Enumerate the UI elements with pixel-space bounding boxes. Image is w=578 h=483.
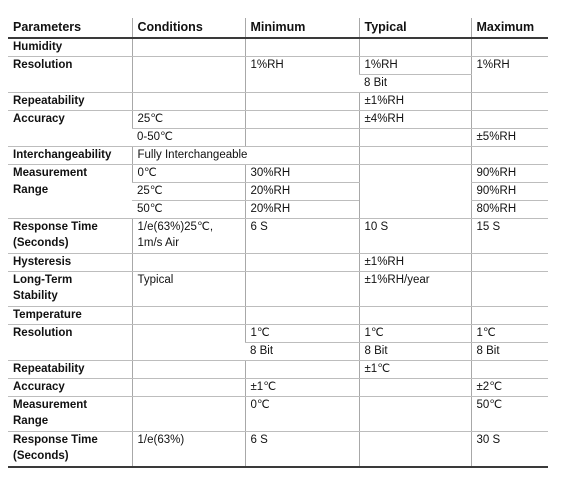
cell-max: ±2℃ [471,379,548,397]
cell-min: 6 S [245,432,359,468]
cell-cond: 1/e(63%) [132,432,245,468]
table-row [8,361,548,379]
row-label-line: Response Time [13,434,98,446]
cell-max: 90%RH [471,165,548,183]
section-title-humidity: Humidity [8,38,132,57]
specifications-table [8,18,548,468]
row-label [8,219,132,254]
cell-typ: 8 Bit [359,343,471,361]
cell-max: 30 S [471,432,548,468]
cell-cond: 0℃ [132,165,245,183]
row-label-line: Measurement [13,167,88,179]
row-label: Hysteresis [8,254,132,272]
table-row [8,57,548,75]
cell-max: 15 S [471,219,548,254]
cell-min: 8 Bit [245,343,359,361]
cell-max: 90%RH [471,183,548,201]
cell-min: 20%RH [245,201,359,219]
header-parameters: Parameters [8,18,132,38]
cell-max: ±5%RH [471,129,548,147]
row-label: Repeatability [8,93,132,111]
cell-min: 1℃ [245,325,359,343]
table-row [8,219,548,254]
row-label: Repeatability [8,361,132,379]
cell-typ: 1℃ [359,325,471,343]
cell-cond-line: 1/e(63%)25℃, [137,221,214,233]
row-label: Resolution [8,57,132,93]
cell-min: 0℃ [245,397,359,432]
cell-typ: ±1%RH [359,93,471,111]
row-label-line: Range [13,184,49,196]
table-header-row [8,18,548,38]
section-title-temperature: Temperature [8,307,132,325]
row-label: Resolution [8,325,132,361]
table-row [8,432,548,468]
row-label-line: (Seconds) [13,450,69,462]
cell-min: 30%RH [245,165,359,183]
cell-cond: 25℃ [132,183,245,201]
cell-cond: Fully Interchangeable [132,147,359,165]
table-row [8,325,548,343]
row-label-line: Response Time [13,221,98,233]
cell-max: 80%RH [471,201,548,219]
table-row [8,93,548,111]
cell-typ: ±4%RH [359,111,471,129]
cell-typ: ±1%RH/year [359,272,471,307]
table-row [8,254,548,272]
row-label-line: Long-Term [13,274,73,286]
cell-max: 8 Bit [471,343,548,361]
cell-cond: 0-50℃ [132,129,245,147]
cell-typ: ±1℃ [359,361,471,379]
table-row [8,147,548,165]
table-row [8,379,548,397]
cell-max: 1℃ [471,325,548,343]
cell-min: 6 S [245,219,359,254]
row-label-line: Range [13,415,49,427]
row-label: Accuracy [8,379,132,397]
header-conditions: Conditions [132,18,245,38]
cell-typ: ±1%RH [359,254,471,272]
table-row [8,111,548,129]
row-label [8,272,132,307]
cell-min: ±1℃ [245,379,359,397]
row-label: Interchangeability [8,147,132,165]
cell-min: 20%RH [245,183,359,201]
row-label [8,165,132,219]
header-minimum: Minimum [245,18,359,38]
section-row-temperature [8,307,548,325]
cell-max: 50℃ [471,397,548,432]
cell-cond: 50℃ [132,201,245,219]
table-row [8,272,548,307]
cell-cond-line: 1m/s Air [137,237,180,249]
header-maximum: Maximum [471,18,548,38]
cell-typ: 1%RH [359,57,471,75]
cell-cond: 25℃ [132,111,245,129]
row-label-line: (Seconds) [13,237,69,249]
table-row [8,165,548,183]
row-label [8,397,132,432]
row-label-line: Stability [13,290,58,302]
cell-cond: Typical [132,272,245,307]
section-row-humidity [8,38,548,57]
row-label: Accuracy [8,111,132,147]
header-typical: Typical [359,18,471,38]
cell-min: 1%RH [245,57,359,93]
cell-max: 1%RH [471,57,548,93]
row-label-line: Measurement [13,399,88,411]
cell-cond [132,219,245,254]
cell-typ: 8 Bit [359,75,471,93]
cell-typ: 10 S [359,219,471,254]
table-row [8,397,548,432]
row-label [8,432,132,468]
